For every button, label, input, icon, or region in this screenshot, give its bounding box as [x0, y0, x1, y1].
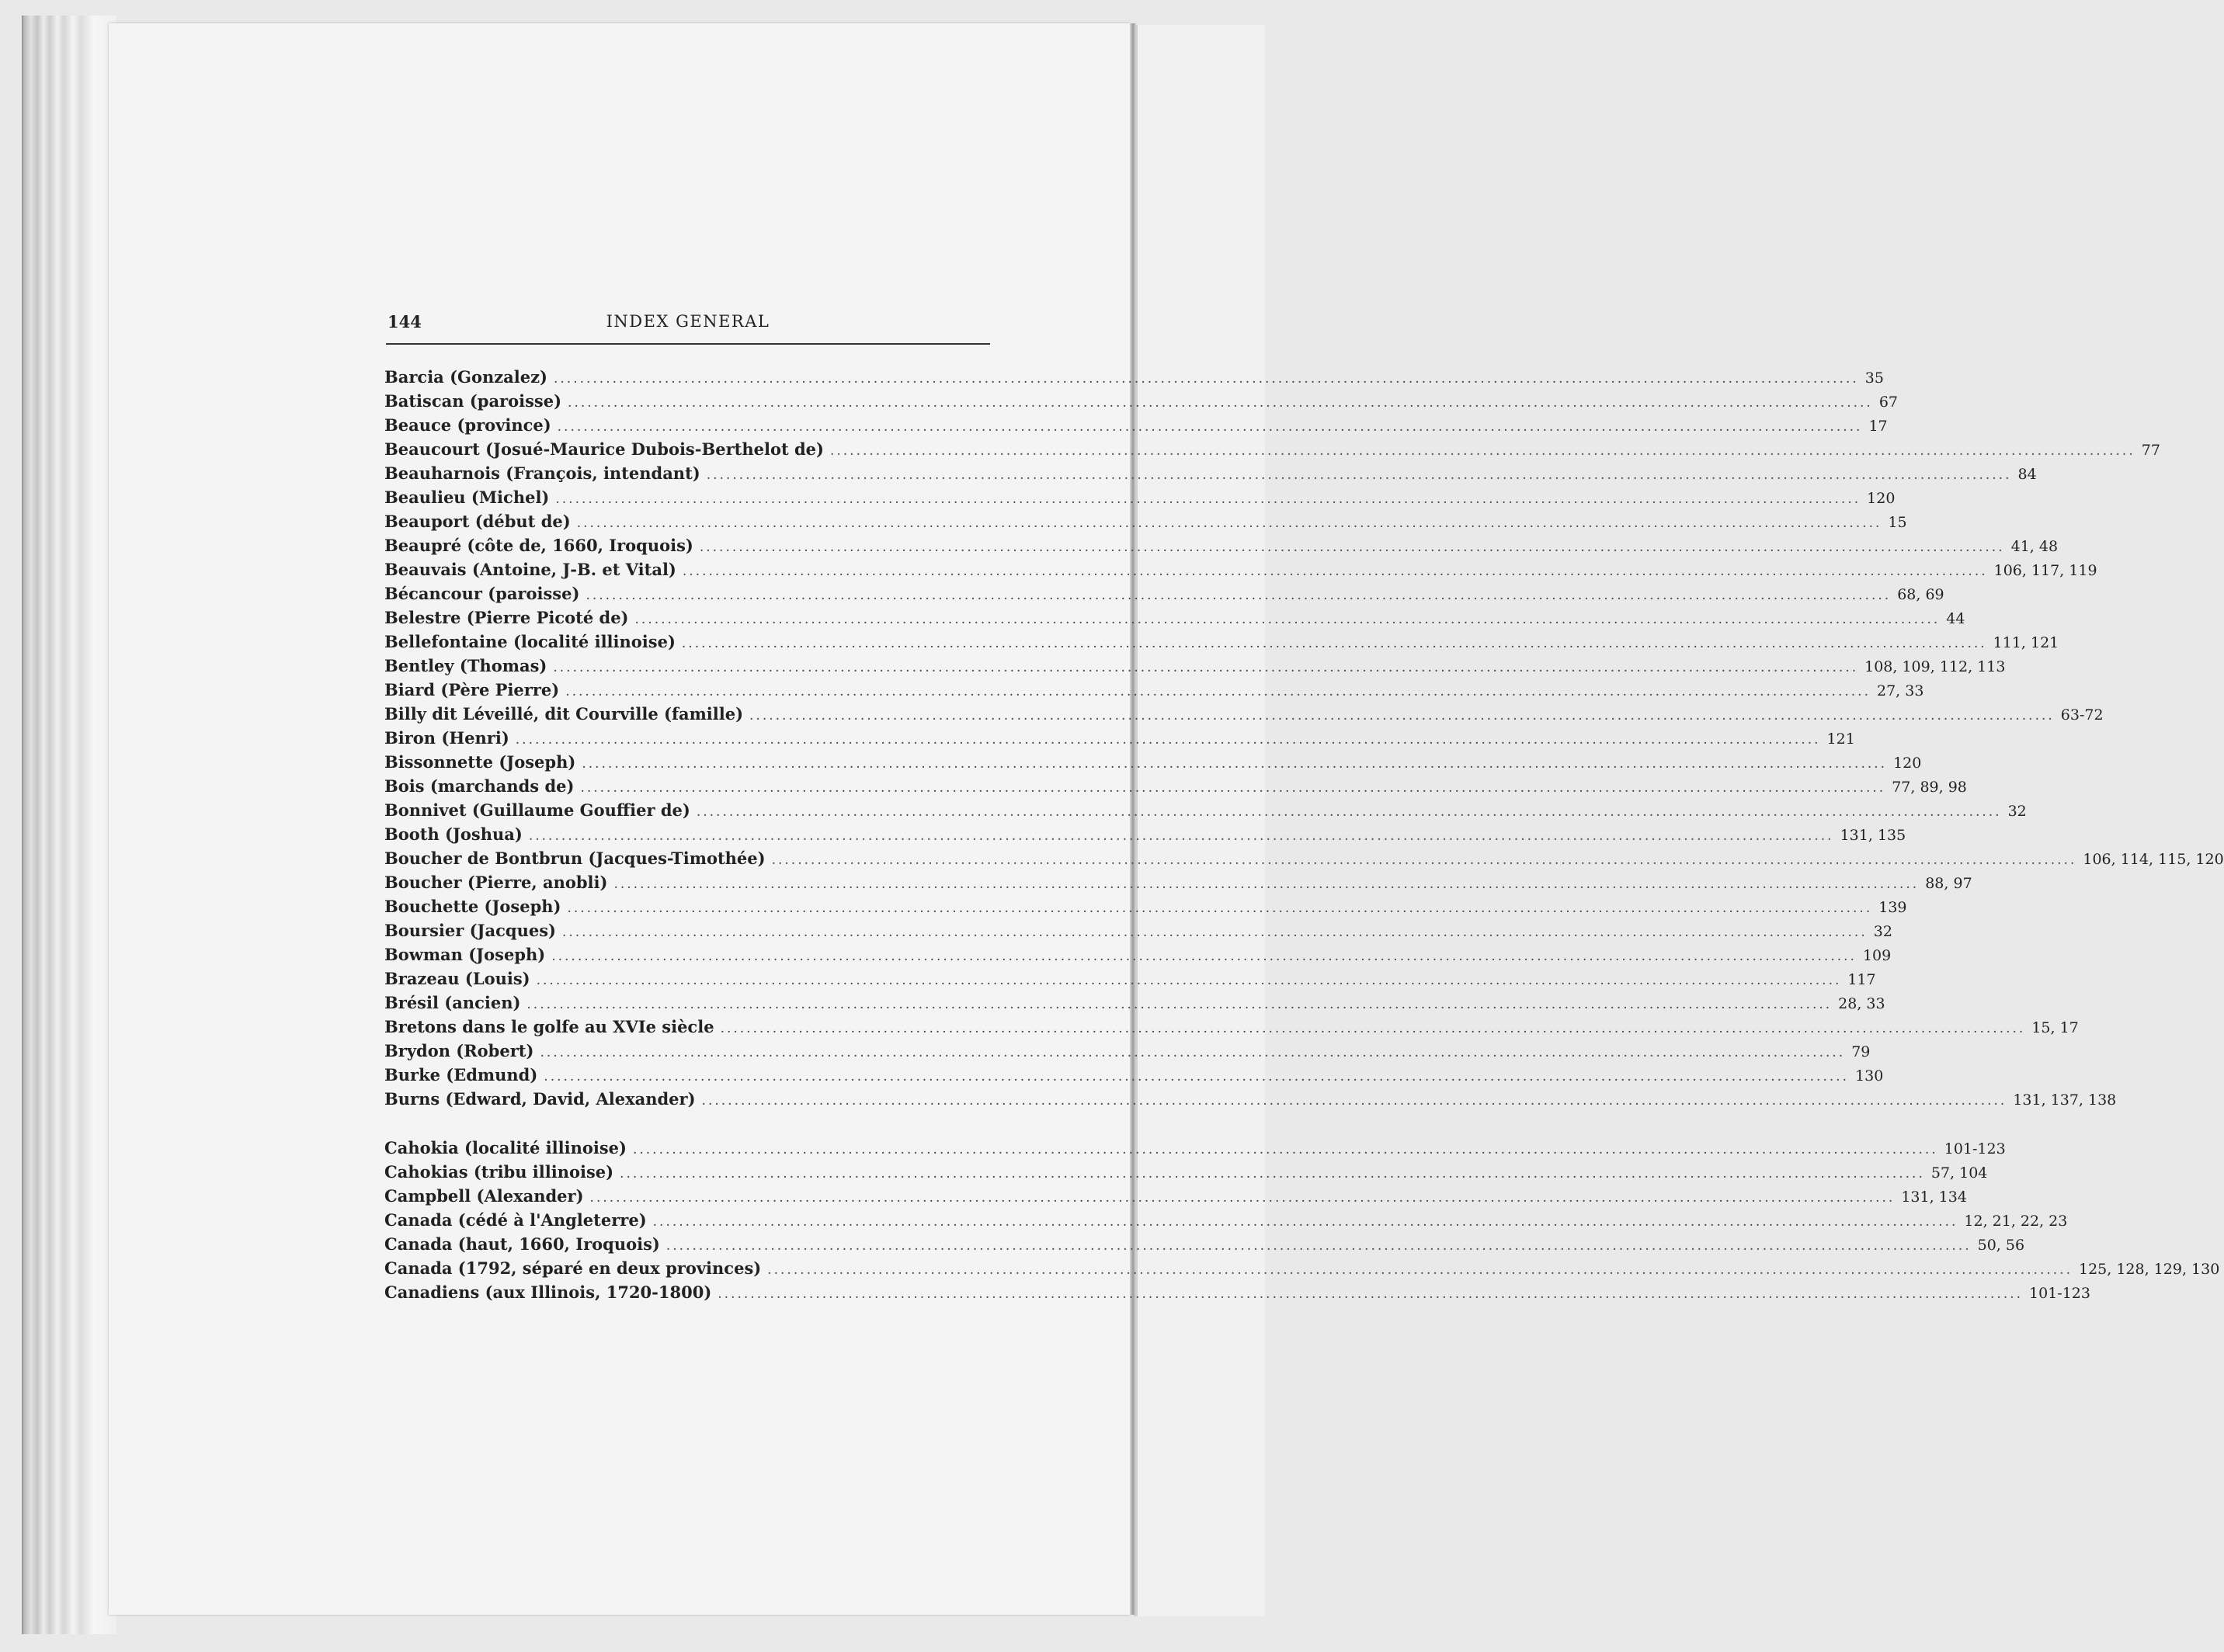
index-entry-name: Booth (Joshua): [384, 824, 523, 844]
index-entry-name: Canada (haut, 1660, Iroquois): [384, 1234, 660, 1254]
index-entry-name: Cahokia (localité illinoise): [384, 1138, 627, 1157]
index-entry-name: Bois (marchands de): [384, 776, 575, 796]
section-gap: [384, 1111, 991, 1136]
index-entry: [384, 822, 1906, 846]
index-entry-name: Billy dit Léveillé, dit Courville (famille): [384, 704, 744, 724]
index-section-b: [384, 365, 2224, 1111]
index-entry-name: Cahokias (tribu illinoise): [384, 1162, 614, 1182]
index-entry: [384, 654, 2006, 678]
leader-dots: ........................................................................................................................................................................................................: [551, 949, 1857, 964]
index-entry-name: Bouchette (Joseph): [384, 897, 561, 916]
index-entry-pages: 35: [1864, 370, 1884, 387]
index-entry: [384, 1160, 1988, 1184]
leader-dots: ........................................................................................................................................................................................................: [682, 564, 1988, 579]
index-entry: [384, 846, 2224, 870]
index-entry-pages: 27, 33: [1876, 682, 1924, 699]
index-entry: [384, 774, 1967, 798]
index-entry-name: Canada (1792, séparé en deux provinces): [384, 1258, 762, 1278]
index-entry-name: Barcia (Gonzalez): [384, 367, 547, 387]
leader-dots: ........................................................................................................................................................................................................: [580, 780, 1886, 796]
index-entry: [384, 461, 2037, 485]
index-entry: [384, 991, 1885, 1015]
index-entry-pages: 12, 21, 22, 23: [1964, 1213, 2068, 1230]
index-entry-pages: 139: [1878, 899, 1907, 916]
leader-dots: ........................................................................................................................................................................................................: [718, 1286, 2024, 1302]
index-entry: [384, 1256, 2220, 1280]
index-entry: [384, 557, 2097, 581]
running-title: INDEX GENERAL: [606, 312, 770, 331]
leader-dots: ........................................................................................................................................................................................................: [544, 1069, 1850, 1085]
index-entry: [384, 509, 1907, 533]
index-list: [384, 365, 2224, 1304]
index-entry: [384, 750, 1922, 774]
index-entry-pages: 17: [1868, 418, 1888, 435]
index-entry-name: Beauport (début de): [384, 512, 571, 531]
index-entry-pages: 50, 56: [1977, 1237, 2025, 1254]
leader-dots: ........................................................................................................................................................................................................: [681, 636, 1987, 651]
index-entry: [384, 1208, 2068, 1232]
index-entry-pages: 108, 109, 112, 113: [1864, 658, 2006, 675]
leader-dots: ........................................................................................................................................................................................................: [749, 708, 2055, 724]
index-entry-pages: 106, 114, 115, 120: [2083, 851, 2224, 868]
index-entry-pages: 44: [1946, 610, 1965, 627]
index-entry: [384, 798, 2027, 822]
leader-dots: ........................................................................................................................................................................................................: [515, 732, 1821, 748]
index-entry-pages: 106, 117, 119: [1993, 562, 2097, 579]
index-entry-pages: 77: [2141, 442, 2160, 459]
index-entry-pages: 63-72: [2060, 706, 2104, 724]
page-header: [386, 312, 990, 345]
index-entry-name: Beaucourt (Josué-Maurice Dubois-Berthelot de): [384, 439, 824, 459]
index-entry-name: Beauvais (Antoine, J-B. et Vital): [384, 560, 676, 579]
index-entry-pages: 32: [2007, 803, 2027, 820]
index-entry-pages: 84: [2017, 466, 2037, 483]
leader-dots: ........................................................................................................................................................................................................: [696, 804, 2002, 820]
leader-dots: ........................................................................................................................................................................................................: [528, 828, 1834, 844]
leader-dots: ........................................................................................................................................................................................................: [632, 1142, 1938, 1157]
leader-dots: ........................................................................................................................................................................................................: [699, 540, 2005, 555]
index-section-c: [384, 1136, 2220, 1304]
index-entry-name: Bonnivet (Guillaume Gouffier de): [384, 800, 690, 820]
index-entry-pages: 28, 33: [1838, 995, 1885, 1012]
leader-dots: ........................................................................................................................................................................................................: [553, 371, 1859, 387]
page-number: 144: [387, 312, 422, 331]
index-entry-name: Belestre (Pierre Picoté de): [384, 608, 629, 627]
index-entry: [384, 413, 1888, 437]
index-entry: [384, 1039, 1871, 1063]
leader-dots: ........................................................................................................................................................................................................: [561, 925, 1868, 940]
leader-dots: ........................................................................................................................................................................................................: [555, 491, 1861, 507]
index-entry-pages: 32: [1873, 923, 1892, 940]
index-entry: [384, 1015, 2079, 1039]
index-entry-pages: 117: [1847, 971, 1876, 988]
index-entry: [384, 1136, 2006, 1160]
leader-dots: ........................................................................................................................................................................................................: [536, 973, 1842, 988]
leader-dots: ........................................................................................................................................................................................................: [565, 684, 1871, 699]
index-entry: [384, 1087, 2117, 1111]
index-entry-pages: 68, 69: [1897, 586, 1944, 603]
index-entry-pages: 111, 121: [1993, 634, 2059, 651]
index-entry: [384, 726, 1855, 750]
leader-dots: ........................................................................................................................................................................................................: [567, 901, 1873, 916]
leader-dots: ........................................................................................................................................................................................................: [771, 852, 2077, 868]
index-entry-pages: 120: [1893, 755, 1922, 772]
index-entry-pages: 125, 128, 129, 130: [2078, 1261, 2220, 1278]
index-entry-name: Beaulieu (Michel): [384, 488, 550, 507]
leader-dots: ........................................................................................................................................................................................................: [586, 588, 1892, 603]
index-entry-name: Canadiens (aux Illinois, 1720-1800): [384, 1282, 712, 1302]
index-entry-name: Brydon (Robert): [384, 1041, 534, 1060]
index-entry-pages: 88, 97: [1925, 875, 1972, 892]
leader-dots: ........................................................................................................................................................................................................: [701, 1093, 2007, 1109]
index-entry: [384, 365, 1884, 389]
index-entry-pages: 15: [1888, 514, 1907, 531]
index-entry-name: Bécancour (paroisse): [384, 584, 580, 603]
leader-dots: ........................................................................................................................................................................................................: [526, 997, 1833, 1012]
leader-dots: ........................................................................................................................................................................................................: [829, 443, 2135, 459]
index-entry-pages: 101-123: [2029, 1285, 2090, 1302]
index-entry-name: Boucher de Bontbrun (Jacques-Timothée): [384, 849, 766, 868]
page-edges: [22, 16, 116, 1634]
index-entry: [384, 967, 1876, 991]
leader-dots: ........................................................................................................................................................................................................: [582, 756, 1888, 772]
index-entry-name: Bentley (Thomas): [384, 656, 547, 675]
index-entry-name: Bretons dans le golfe au XVIe siècle: [384, 1017, 714, 1036]
index-entry: [384, 1232, 2025, 1256]
index-entry-name: Brésil (ancien): [384, 993, 521, 1012]
index-entry-pages: 79: [1851, 1043, 1871, 1060]
index-entry-pages: 41, 48: [2010, 538, 2059, 555]
leader-dots: ........................................................................................................................................................................................................: [652, 1214, 1958, 1230]
index-entry-name: Bowman (Joseph): [384, 945, 546, 964]
index-entry: [384, 630, 2059, 654]
index-entry: [384, 1280, 2090, 1304]
index-entry-pages: 101-123: [1944, 1140, 2006, 1157]
index-entry: [384, 942, 1892, 967]
leader-dots: ........................................................................................................................................................................................................: [613, 876, 1920, 892]
index-entry-name: Boucher (Pierre, anobli): [384, 873, 608, 892]
index-entry-name: Boursier (Jacques): [384, 921, 556, 940]
index-entry: [384, 533, 2059, 557]
index-entry-name: Beauharnois (François, intendant): [384, 463, 700, 483]
leader-dots: ........................................................................................................................................................................................................: [553, 660, 1859, 675]
index-entry-name: Biard (Père Pierre): [384, 680, 560, 699]
leader-dots: ........................................................................................................................................................................................................: [576, 515, 1882, 531]
index-entry-name: Batiscan (paroisse): [384, 391, 562, 411]
index-entry-pages: 131, 137, 138: [2013, 1092, 2117, 1109]
index-entry-pages: 77, 89, 98: [1892, 779, 1967, 796]
index-entry: [384, 894, 1907, 918]
index-entry-pages: 57, 104: [1930, 1164, 1988, 1182]
index-entry-name: Beauce (province): [384, 415, 551, 435]
leader-dots: ........................................................................................................................................................................................................: [557, 419, 1863, 435]
index-entry: [384, 918, 1892, 942]
leader-dots: ........................................................................................................................................................................................................: [706, 467, 2012, 483]
index-entry: [384, 485, 1896, 509]
index-entry: [384, 702, 2104, 726]
leader-dots: ........................................................................................................................................................................................................: [767, 1262, 2073, 1278]
leader-dots: ........................................................................................................................................................................................................: [665, 1238, 1972, 1254]
index-entry: [384, 1184, 1967, 1208]
index-entry: [384, 678, 1924, 702]
index-entry-name: Bissonnette (Joseph): [384, 752, 576, 772]
index-entry-name: Bellefontaine (localité illinoise): [384, 632, 676, 651]
index-entry-pages: 131, 135: [1840, 827, 1906, 844]
index-entry-name: Biron (Henri): [384, 728, 509, 748]
index-entry: [384, 581, 1944, 606]
index-entry-pages: 120: [1867, 490, 1896, 507]
index-entry-name: Burns (Edward, David, Alexander): [384, 1089, 696, 1109]
index-entry-name: Brazeau (Louis): [384, 969, 530, 988]
index-entry-pages: 67: [1878, 394, 1898, 411]
leader-dots: ........................................................................................................................................................................................................: [589, 1190, 1896, 1206]
index-entry-name: Campbell (Alexander): [384, 1186, 584, 1206]
index-entry: [384, 437, 2160, 461]
leader-dots: ........................................................................................................................................................................................................: [568, 395, 1873, 411]
leader-dots: ........................................................................................................................................................................................................: [634, 612, 1941, 627]
index-entry: [384, 389, 1898, 413]
index-entry: [384, 1063, 1884, 1087]
index-entry-name: Beaupré (côte de, 1660, Iroquois): [384, 536, 693, 555]
index-entry-name: Canada (cédé à l'Angleterre): [384, 1210, 647, 1230]
index-entry-pages: 121: [1826, 731, 1855, 748]
leader-dots: ........................................................................................................................................................................................................: [540, 1045, 1846, 1060]
index-entry-pages: 109: [1862, 947, 1892, 964]
index-entry: [384, 870, 1972, 894]
index-entry-pages: 15, 17: [2031, 1019, 2079, 1036]
leader-dots: ........................................................................................................................................................................................................: [720, 1021, 2026, 1036]
index-entry-pages: 131, 134: [1901, 1189, 1967, 1206]
index-entry-name: Burke (Edmund): [384, 1065, 538, 1085]
leader-dots: ........................................................................................................................................................................................................: [620, 1166, 1925, 1182]
index-entry-pages: 130: [1855, 1067, 1884, 1085]
index-entry: [384, 606, 1965, 630]
